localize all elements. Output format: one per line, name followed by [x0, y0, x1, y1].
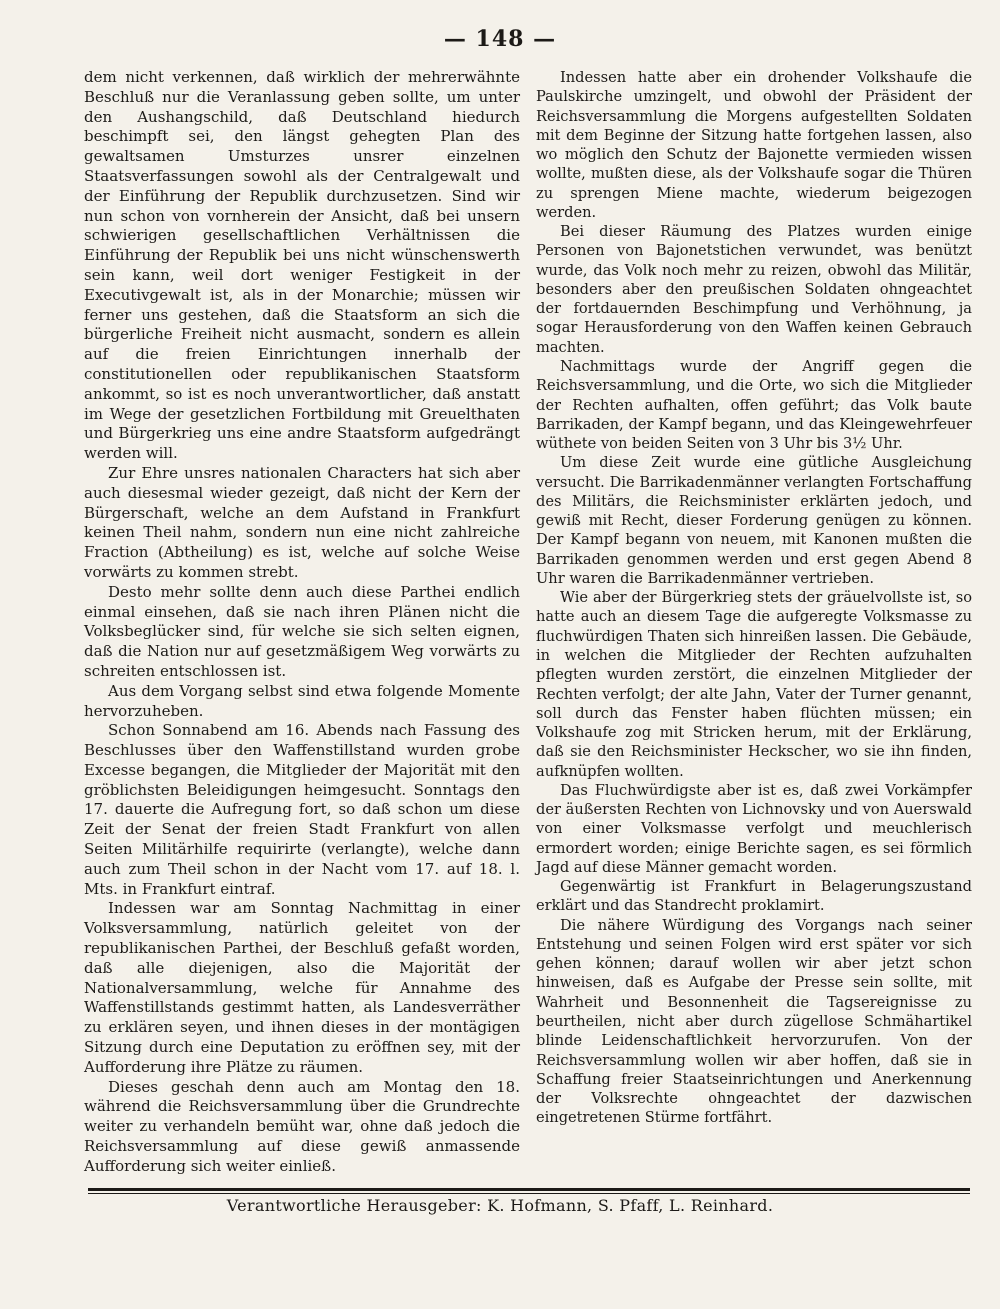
footer-rule-thin — [88, 1193, 970, 1194]
paragraph: Aus dem Vorgang selbst sind etwa folgende Momente hervorzuheben. — [84, 681, 520, 720]
paragraph: Indessen hatte aber ein drohender Volkshaufe die Paulskirche umzingelt, und obwohl der Präsident der Reichsversammlung die Morgens aufgestellten Soldaten mit dem Beginne der Sitzung hatte fortgehen lassen, also wo möglich den Schutz der Bajonette vermieden wissen wollte, mußten diese, als der Volkshaufe sogar die Thüren zu sprengen Miene machte, wiederum beigezogen werden. — [536, 69, 972, 221]
footer-rule — [88, 1188, 970, 1191]
paragraph: Das Fluchwürdigste aber ist es, daß zwei Vorkämpfer der äußersten Rechten von Lichnovsky und von Auerswald von einer Volksmasse verfolgt und meuchlerisch ermordert worden; einige Berichte sagen, es sei förmlich Jagd auf diese Männer gemacht worden. — [536, 781, 972, 876]
paragraph: Wie aber der Bürgerkrieg stets der gräuelvollste ist, so hatte auch an diesem Tage die aufgeregte Volksmasse zu fluchwürdigen Thaten sich hinreißen lassen. Die Gebäude, in welchen die Mitglieder der Rechten aufzuhalten pflegten wurden zerstört, die einzelnen Mitglieder der Rechten verfolgt; der alte Jahn, Vater der Turner genannt, soll durch das Fenster haben flüchten müssen; ein Volkshaufe zog mit Stricken herum, mit der Erklärung, daß sie den Reichsminister Heckscher, wo sie ihn finden, aufknüpfen wollten. — [536, 589, 972, 780]
publisher-line: Verantwortliche Herausgeber: K. Hofmann, S. Pfaff, L. Reinhard. — [226, 1196, 774, 1215]
right-column — [536, 68, 972, 1128]
left-column — [84, 68, 520, 1177]
paragraph: Um diese Zeit wurde eine gütliche Ausgleichung versucht. Die Barrikadenmänner verlangten Fortschaffung des Militärs, die Reichsminister erklärten jedoch, und gewiß mit Recht, dieser Forderung genügen zu können. Der Kampf begann von neuem, mit Kanonen mußten die Barrikaden genommen werden und erst gegen Abend 8 Uhr waren die Barrikadenmänner vertrieben. — [536, 454, 972, 587]
paragraph: Bei dieser Räumung des Platzes wurden einige Personen von Bajonetstichen verwundet, was benützt wurde, das Volk noch mehr zu reizen, obwohl das Militär, besonders aber den preußischen Soldaten ohngeachtet der fortdauernden Beschimpfung und Verhöhnung, ja sogar Herausforderung von den Waffen keinen Gebrauch machten. — [536, 223, 972, 356]
paragraph: Gegenwärtig ist Frankfurt in Belagerungszustand erklärt und das Standrecht proklamirt. — [536, 878, 972, 915]
paragraph: Zur Ehre unsres nationalen Characters hat sich aber auch diesesmal wieder gezeigt, daß nicht der Kern der Bürgerschaft, welche an dem Aufstand in Frankfurt keinen Theil nahm, sondern nun eine nicht zahlreiche Fraction (Abtheilung) es ist, welche auf solche Weise vorwärts zu kommen strebt. — [84, 463, 520, 581]
paragraph: Nachmittags wurde der Angriff gegen die Reichsversammlung, und die Orte, wo sich die Mitglieder der Rechten aufhalten, offen geführt; das Volk baute Barrikaden, der Kampf begann, und das Kleingewehrfeuer wüthete von beiden Seiten von 3 Uhr bis 3½ Uhr. — [536, 357, 972, 453]
page-number: — 148 — — [443, 26, 557, 52]
paragraph: Desto mehr sollte denn auch diese Parthei endlich einmal einsehen, daß sie nach ihren Plänen nicht die Volksbeglücker sind, für welche sie sich selten eignen, daß die Nation nur auf gesetzmäßigem Weg vorwärts zu schreiten entschlossen ist. — [84, 582, 520, 680]
paragraph: Schon Sonnabend am 16. Abends nach Fassung des Beschlusses über den Waffenstillstand wurden grobe Excesse begangen, die Mitglieder der Majorität mit den gröblichsten Beleidigungen heimgesucht. Sonntags den 17. dauerte die Aufregung fort, so daß schon um diese Zeit der Senat der freien Stadt Frankfurt von allen Seiten Militärhilfe requirirte (verlangte), welche dann auch zum Theil schon in der Nacht vom 17. auf 18. l. Mts. in Frankfurt eintraf. — [84, 721, 520, 898]
paragraph: dem nicht verkennen, daß wirklich der mehrerwähnte Beschluß nur die Veranlassung geben sollte, um unter den Aushangschild, daß Deutschland hiedurch beschimpft sei, den längst gehegten Plan des gewaltsamen Umsturzes unsrer einzelnen Staatsverfassungen sowohl als der Centralgewalt und der Einführung der Republik durchzusetzen. Sind wir nun schon von vornherein der Ansicht, daß bei unsern schwierigen gesellschaftlichen Verhältnissen die Einführung der Republik bei uns nicht wünschenswerth sein kann, weil dort weniger Festigkeit in der Executivgewalt ist, als in der Monarchie; müssen wir ferner uns gestehen, daß die Staatsform an sich die bürgerliche Freiheit nicht ausmacht, sondern es allein auf die freien Einrichtungen innerhalb der constitutionellen oder republikanischen Staatsform ankommt, so ist es noch unverantwortlicher, daß anstatt im Wege der gesetzlichen Fortbildung mit Greuelthaten und Bürgerkrieg uns eine andre Staatsform aufgedrängt werden will. — [84, 68, 520, 463]
paragraph: Die nähere Würdigung des Vorgangs nach seiner Entstehung und seinen Folgen wird erst später vor sich gehen können; darauf wollen wir aber jetzt schon hinweisen, daß es Aufgabe der Presse sein sollte, mit Wahrheit und Besonnenheit die Tagsereignisse zu beurtheilen, nicht aber durch zügellose Schmähartikel blinde Leidenschaftlichkeit hervorzurufen. Von der Reichsversammlung wollen wir aber hoffen, daß sie in Schaffung freier Staatseinrichtungen und Anerkennung der Volksrechte ohngeachtet der dazwischen eingetretenen Stürme fortfährt. — [536, 916, 972, 1127]
paragraph: Indessen war am Sonntag Nachmittag in einer Volksversammlung, natürlich geleitet von der republikanischen Parthei, der Beschluß gefaßt worden, daß alle diejenigen, also die Majorität der Nationalversammlung, welche für Annahme des Waffenstillstands gestimmt hatten, als Landesverräther zu erklären seyen, und ihnen dieses in der montägigen Sitzung durch eine Deputation zu eröffnen sey, mit der Aufforderung ihre Plätze zu räumen. — [84, 899, 520, 1076]
paragraph: Dieses geschah denn auch am Montag den 18. während die Reichsversammlung über die Grundrechte weiter zu verhandeln bemüht war, ohne daß jedoch die Reichsversammlung auf diese gewiß anmassende Aufforderung sich weiter einließ. — [84, 1077, 520, 1175]
